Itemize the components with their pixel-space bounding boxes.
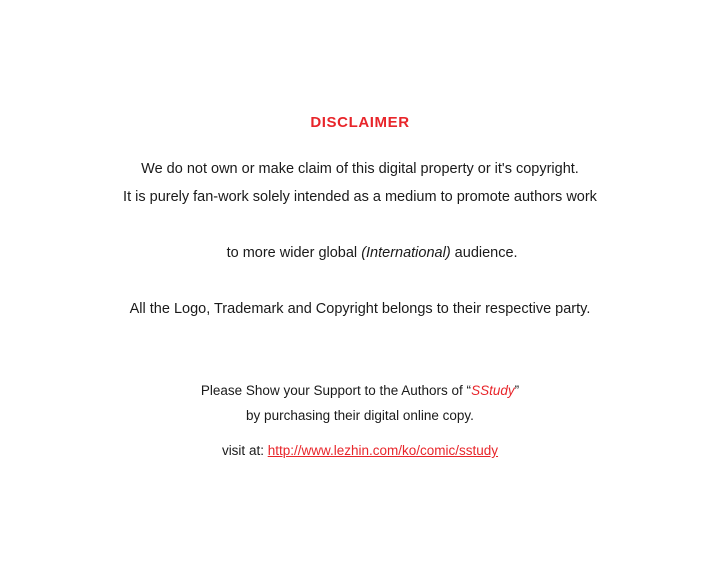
visit-label: visit at: [221,443,268,458]
support-line-2: by purchasing their digital online copy. [246,408,474,423]
disclaimer-line-3-suffix: audience. [450,245,518,261]
visit-line [0,443,720,458]
work-name: SStudy [471,383,515,398]
disclaimer-body [0,155,720,323]
support-line-1 [0,378,720,403]
disclaimer-line-3-prefix: to more wider global [226,245,362,261]
page-title: DISCLAIMER [310,114,410,131]
disclaimer-line-3 [0,211,720,295]
support-line-1-suffix: ” [514,383,520,398]
disclaimer-line-2: It is purely fan-work solely intended as a medium to promote authors work [123,189,597,205]
disclaimer-line-3-italic: (International) [361,245,451,261]
disclaimer-line-4: All the Logo, Trademark and Copyright belongs to their respective party. [129,301,591,317]
disclaimer-line-1: We do not own or make claim of this digital property or it's copyright. [141,161,579,177]
visit-link[interactable]: http://www.lezhin.com/ko/comic/sstudy [267,443,499,458]
support-message [0,378,720,428]
support-line-1-prefix: Please Show your Support to the Authors of “ [200,383,472,398]
